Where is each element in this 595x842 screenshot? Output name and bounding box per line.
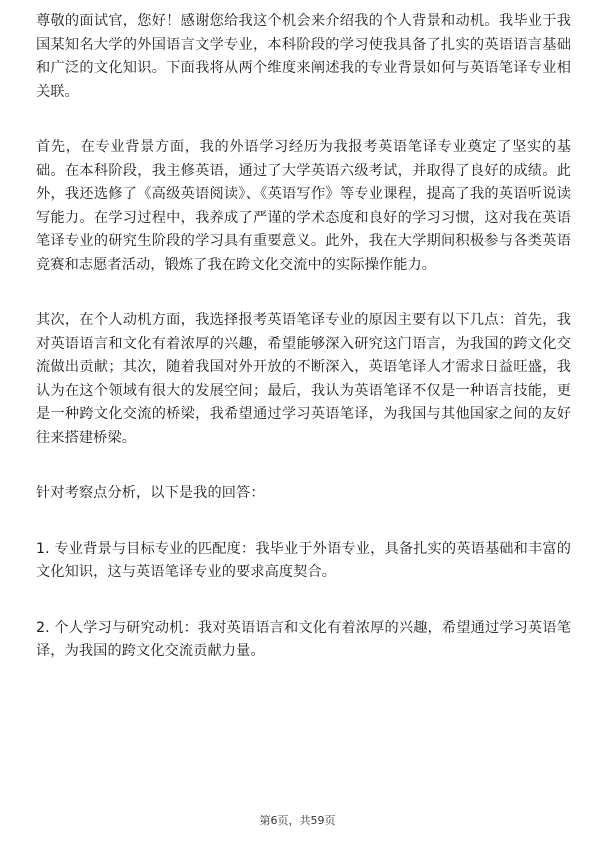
- paragraph-point-2: 2. 个人学习与研究动机：我对英语语言和文化有着浓厚的兴趣，希望通过学习英语笔译，为我国的跨文化交流贡献力量。: [36, 619, 571, 659]
- paragraph-professional-background: 首先，在专业背景方面，我的外语学习经历为我报考英语笔译专业奠定了坚实的基础。在本科阶段，我主修英语，通过了大学英语六级考试，并取得了良好的成绩。此外，我还选修了《高级英语阅读》、《英语写作》等专业课程，提高了我的英语听说读写能力。在学习过程中，我养成了严谨的学术态度和良好的学习习惯，这对我在英语笔译专业的研究生阶段的学习具有重要意义。此外，我在大学期间积极参与各类英语竞赛和志愿者活动，锻炼了我在跨文化交流中的实际操作能力。: [36, 139, 571, 273]
- paragraph-analysis-heading: 针对考察点分析，以下是我的回答：: [36, 485, 265, 501]
- paragraph-point-1: 1. 专业背景与目标专业的匹配度：我毕业于外语专业，具备扎实的英语基础和丰富的文化知识，这与英语笔译专业的要求高度契合。: [36, 540, 571, 580]
- page-number-footer: 第6页，共59页: [259, 814, 336, 827]
- document-body: [36, 10, 571, 664]
- paragraph-personal-motivation: 其次，在个人动机方面，我选择报考英语笔译专业的原因主要有以下几点：首先，我对英语语言和文化有着浓厚的兴趣，希望能够深入研究这门语言，为我国的跨文化交流做出贡献；其次，随着我国对外开放的不断深入，英语笔译人才需求日益旺盛，我认为在这个领域有很大的发展空间；最后，我认为英语笔译不仅是一种语言技能，更是一种跨文化交流的桥梁，我希望通过学习英语笔译，为我国与其他国家之间的友好往来搭建桥梁。: [36, 312, 571, 446]
- paragraph-intro: 尊敬的面试官，您好！感谢您给我这个机会来介绍我的个人背景和动机。我毕业于我国某知名大学的外国语言文学专业，本科阶段的学习使我具备了扎实的英语语言基础和广泛的文化知识。下面我将从两个维度来阐述我的专业背景如何与英语笔译专业相关联。: [36, 13, 571, 100]
